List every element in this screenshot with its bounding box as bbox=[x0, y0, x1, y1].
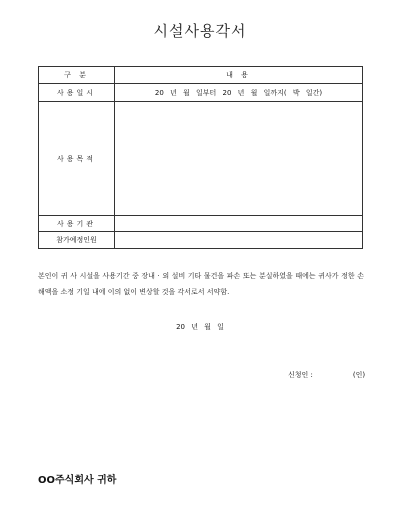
usage-institution-field[interactable] bbox=[115, 216, 363, 232]
document-title: 시설사용각서 bbox=[153, 22, 247, 40]
usage-date-value: 20 년 월 일부터 20 년 월 일까지( 박 일간) bbox=[115, 84, 363, 102]
usage-purpose-label: 사용목적 bbox=[39, 102, 115, 216]
expected-participants-row bbox=[39, 232, 363, 249]
header-category: 구 분 bbox=[39, 67, 115, 84]
usage-date-label: 사용일시 bbox=[39, 84, 115, 102]
applicant-label: 신청인 : bbox=[288, 371, 313, 379]
seal-mark: (인) bbox=[352, 371, 366, 379]
pledge-text: 본인이 귀 사 시설을 사용기간 중 장내 · 외 설비 기타 물건을 파손 또는 분실하였을 때에는 귀사가 정한 손해액을 소정 기일 내에 이의 없이 변상할 것을 각서로서 서약함. bbox=[38, 272, 364, 296]
usage-date-row bbox=[39, 84, 363, 102]
facility-use-table bbox=[38, 66, 363, 249]
usage-purpose-row bbox=[39, 102, 363, 216]
table-header-row bbox=[39, 67, 363, 84]
signature-date: 20 년 월 일 bbox=[176, 323, 224, 331]
expected-participants-field[interactable] bbox=[115, 232, 363, 249]
expected-participants-label: 참가예정인원 bbox=[39, 232, 115, 249]
recipient-line: OO주식회사 귀하 bbox=[38, 475, 117, 486]
usage-institution-row bbox=[39, 216, 363, 232]
usage-institution-label: 사용기관 bbox=[39, 216, 115, 232]
header-content: 내 용 bbox=[115, 67, 363, 84]
applicant-line bbox=[288, 370, 365, 380]
usage-purpose-field[interactable] bbox=[115, 102, 363, 216]
